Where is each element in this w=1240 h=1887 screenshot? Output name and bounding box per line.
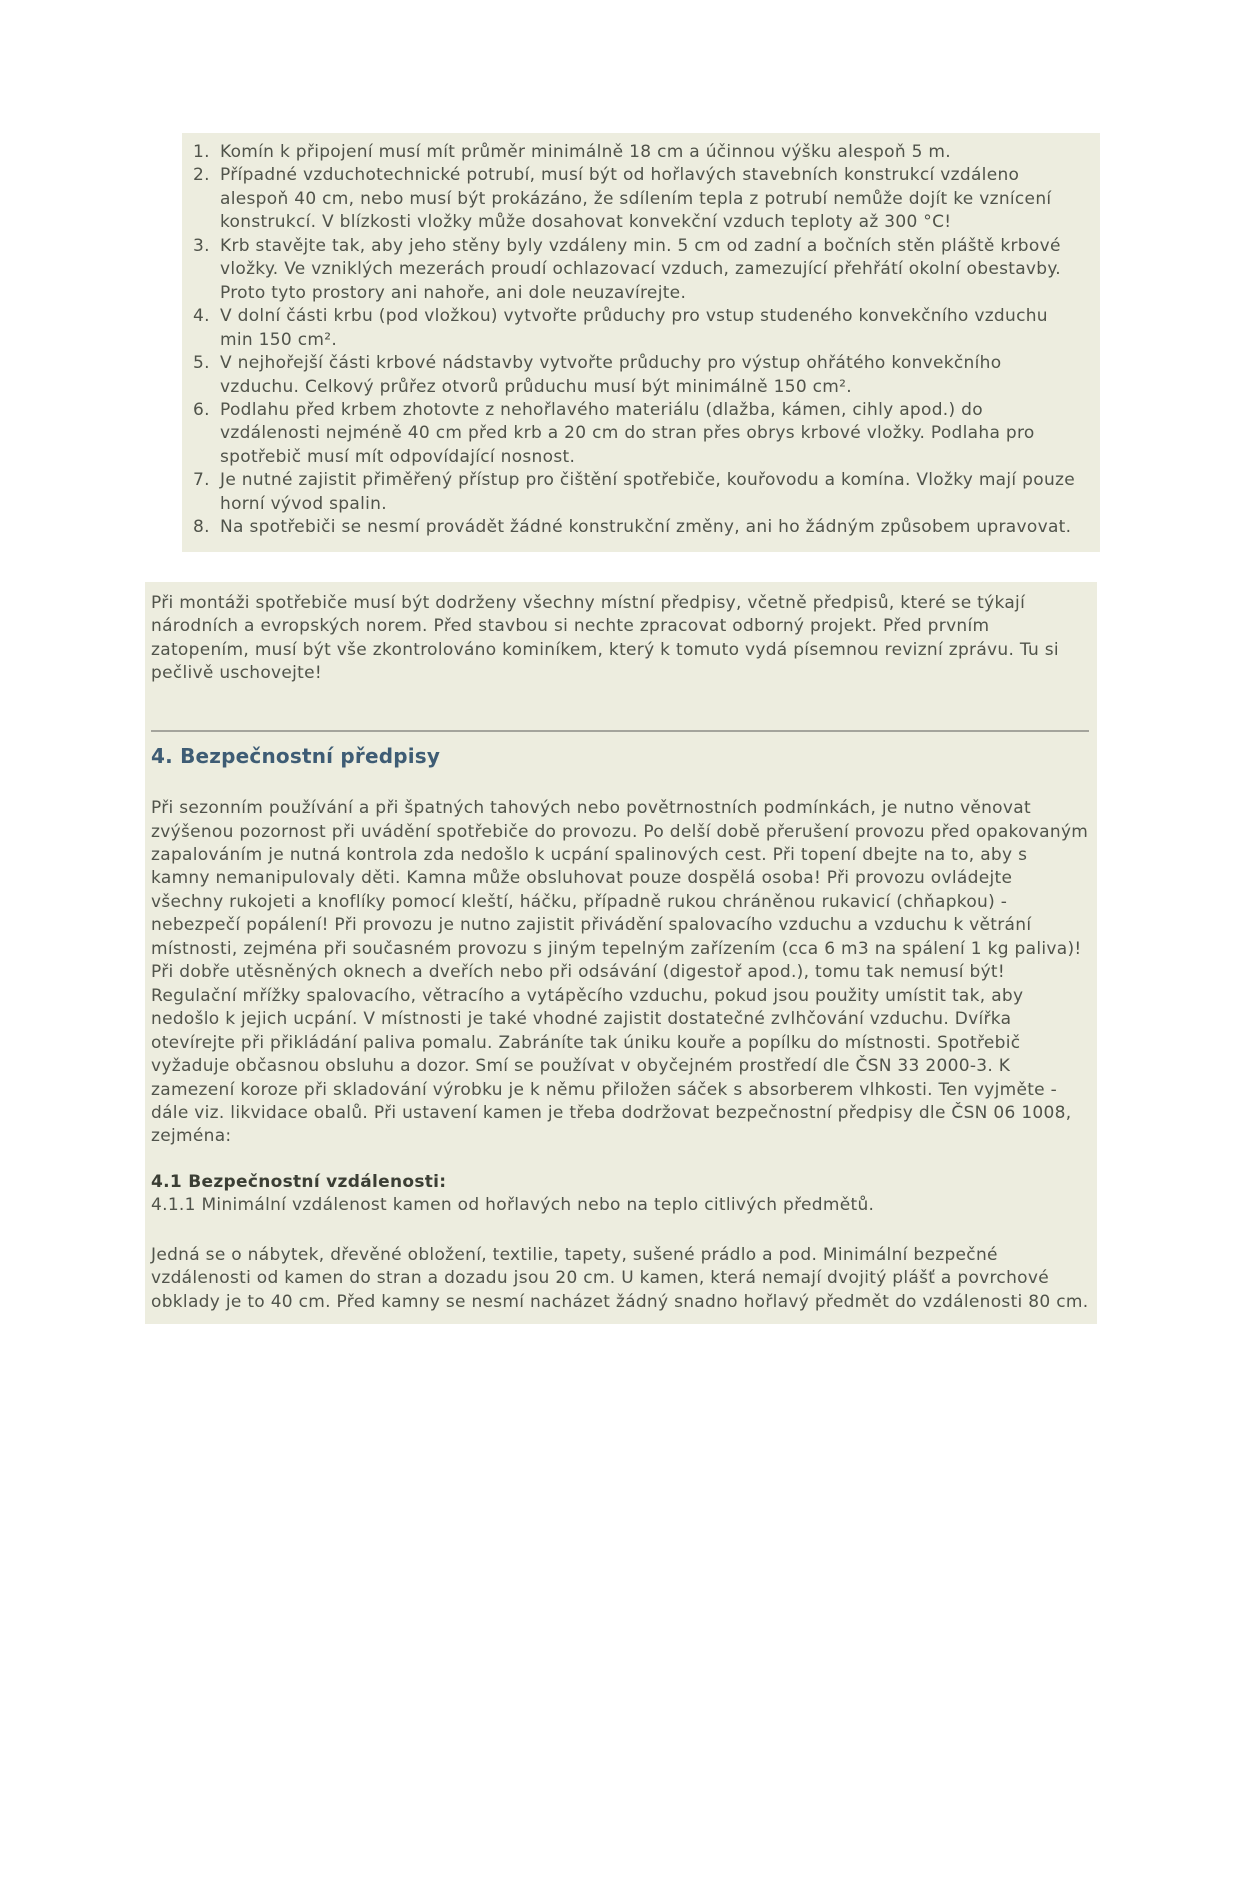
list-item-text: Na spotřebiči se nesmí provádět žádné konstrukční změny, ani ho žádným způsobem upravovat. xyxy=(220,517,1072,538)
list-item xyxy=(182,235,1100,305)
section-heading: 4. Bezpečnostní předpisy xyxy=(151,743,441,768)
list-item-text: Je nutné zajistit přiměřený přístup pro čištění spotřebiče, kouřovodu a komína. Vložky mají pouze horní vývod spalin. xyxy=(220,470,1076,514)
main-content-block xyxy=(145,582,1097,1324)
list-item xyxy=(182,141,1100,164)
list-item-number: 3. xyxy=(193,235,210,256)
assembly-note-paragraph: Při montáži spotřebiče musí být dodrženy všechny místní předpisy, včetně předpisů, které se týkají národních a evropských norem. Před stavbou si nechte zpracovat odborný projekt. Před prvním zatopením, musí být vše zkontrolováno kominíkem, který k tomuto vydá písemnou revizní zprávu. Tu si pečlivě uschovejte! xyxy=(151,592,1059,684)
list-item-text: Komín k připojení musí mít průměr minimálně 18 cm a účinnou výšku alespoň 5 m. xyxy=(220,142,951,162)
list-item-text: Podlahu před krbem zhotovte z nehořlavého materiálu (dlažba, kámen, cihly apod.) do vzdálenosti nejméně 40 cm před krb a 20 cm do stran přes obrys krbové vložky. Podlaha pro spotřebič musí mít odpovídající nosnost. xyxy=(220,399,1035,467)
list-item-text: Krb stavějte tak, aby jeho stěny byly vzdáleny min. 5 cm od zadní a bočních stěn pláště krbové vložky. Ve vzniklých mezerách proudí ochlazovací vzduch, zamezující přehřátí okolní obestavby. Proto tyto prostory ani nahoře, ani dole neuzavírejte. xyxy=(220,235,1062,303)
safety-distances-paragraph: Jedná se o nábytek, dřevěné obložení, textilie, tapety, sušené prádlo a pod. Minimální bezpečné vzdálenosti od kamen do stran a dozadu jsou 20 cm. U kamen, která nemají dvojitý plášť a povrchové obklady je to 40 cm. Před kamny se nesmí nacházet žádný snadno hořlavý předmět do vzdálenosti 80 cm. xyxy=(151,1244,1089,1312)
list-item-number: 7. xyxy=(193,470,210,491)
list-item xyxy=(182,469,1100,516)
subsection-heading: 4.1 Bezpečnostní vzdálenosti: xyxy=(151,1171,447,1192)
list-item-number: 5. xyxy=(193,353,210,374)
list-item-number: 4. xyxy=(193,306,210,327)
installation-rules-list xyxy=(182,141,1100,540)
list-item xyxy=(182,352,1100,399)
list-item-number: 1. xyxy=(193,142,210,162)
list-item xyxy=(182,399,1100,469)
list-item xyxy=(182,516,1100,539)
list-item-text: Případné vzduchotechnické potrubí, musí být od hořlavých stavebních konstrukcí vzdáleno alespoň 40 cm, nebo musí být prokázáno, že sdílením tepla z potrubí nemůže dojít ke vznícení konstrukcí. V blízkosti vložky může dosahovat konvekční vzduch teploty až 300 °C! xyxy=(220,165,1052,233)
subsection-item: 4.1.1 Minimální vzdálenost kamen od hořlavých nebo na teplo citlivých předmětů. xyxy=(151,1195,875,1216)
list-item-text: V dolní části krbu (pod vložkou) vytvořte průduchy pro vstup studeného konvekčního vzduchu min 150 cm². xyxy=(220,306,1048,350)
list-item-number: 2. xyxy=(193,165,210,186)
safety-regulations-paragraph: Při sezonním používání a při špatných tahových nebo povětrnostních podmínkách, je nutno věnovat zvýšenou pozornost při uvádění spotřebiče do provozu. Po delší době přerušení provozu před opakovaným zapalováním je nutná kontrola zda nedošlo k ucpání spalinových cest. Při topení dbejte na to, aby s kamny nemanipulovaly děti. Kamna může obsluhovat pouze dospělá osoba! Při provozu ovládejte všechny rukojeti a knoflíky pomocí kleští, háčku, případně rukou chráněnou rukavicí (chňapkou) - nebezpečí popálení! Při provozu je nutno zajistit přivádění spalovacího vzduchu a vzduchu k větrání místnosti, zejména při současném provozu s jiným tepelným zařízením (cca 6 m3 na spálení 1 kg paliva)! Při dobře utěsněných oknech a dveřích nebo při odsávání (digestoř apod.), tomu tak nemusí být! Regulační mřížky spalovacího, větracího a vytápěcího vzduchu, pokud jsou použity umístit tak, aby nedošlo k jejich ucpání. V místnosti je také vhodné zajistit dostatečné zvlhčování vzduchu. Dvířka otevírejte při přikládání paliva pomalu. Zabráníte tak úniku kouře a popílku do místnosti. Spotřebič vyžaduje občasnou obsluhu a dozor. Smí se používat v obyčejném prostředí dle ČSN 33 2000-3. K zamezení koroze při skladování výrobku je k němu přiložen sáček s absorberem vlhkosti. Ten vyjměte - dále viz. likvidace obalů. Při ustavení kamen je třeba dodržovat bezpečnostní předpisy dle ČSN 06 1008, zejména: xyxy=(151,798,1089,1147)
list-item xyxy=(182,164,1100,234)
list-item-text: V nejhořejší části krbové nádstavby vytvořte průduchy pro výstup ohřátého konvekčního vzduchu. Celkový průřez otvorů průduchu musí být minimálně 150 cm². xyxy=(220,353,1002,397)
list-item-number: 6. xyxy=(193,399,210,420)
list-item-number: 8. xyxy=(193,517,210,538)
document-page xyxy=(0,133,1240,1887)
section-divider xyxy=(151,730,1089,732)
installation-rules-block xyxy=(182,133,1100,552)
list-item xyxy=(182,305,1100,352)
